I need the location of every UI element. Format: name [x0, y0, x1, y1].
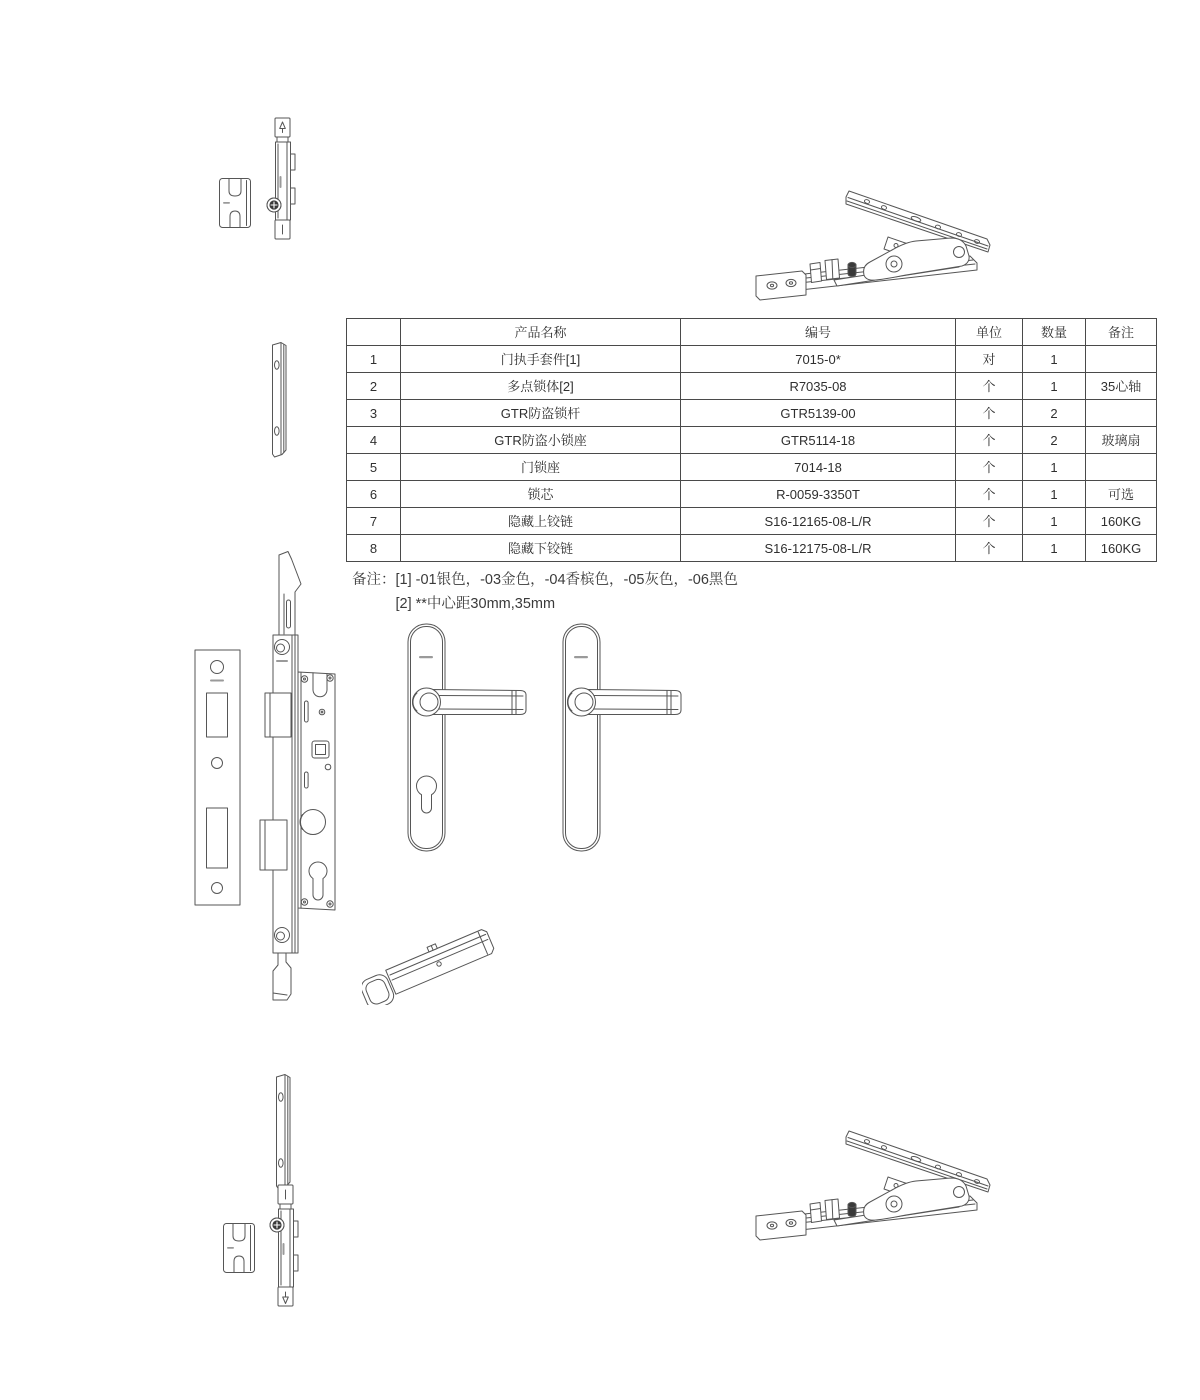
footnotes-label: 备注： — [352, 572, 396, 588]
cell-name: 锁芯 — [401, 481, 681, 508]
cell-code: R-0059-3350T — [681, 481, 956, 508]
cell-no: 2 — [347, 373, 401, 400]
drawing-lock-seat-bracket-bottom — [222, 1222, 256, 1274]
footnotes-block — [352, 568, 738, 616]
cell-qty: 1 — [1023, 481, 1086, 508]
drawing-concealed-hinge-top — [746, 178, 991, 308]
cell-unit: 个 — [956, 481, 1023, 508]
table-row — [347, 346, 1157, 373]
cell-unit: 个 — [956, 400, 1023, 427]
cell-name: 隐藏上铰链 — [401, 508, 681, 535]
cell-remark: 160KG — [1086, 508, 1157, 535]
cell-unit: 个 — [956, 535, 1023, 562]
cell-no: 4 — [347, 427, 401, 454]
cell-code: S16-12165-08-L/R — [681, 508, 956, 535]
cell-name: 隐藏下铰链 — [401, 535, 681, 562]
cell-unit: 个 — [956, 454, 1023, 481]
parts-table — [346, 318, 1157, 562]
cell-name: 门锁座 — [401, 454, 681, 481]
drawing-door-handle-plain — [557, 620, 697, 855]
cell-code: GTR5139-00 — [681, 400, 956, 427]
cell-name: 多点锁体[2] — [401, 373, 681, 400]
cell-no: 8 — [347, 535, 401, 562]
cell-unit: 个 — [956, 427, 1023, 454]
table-row — [347, 427, 1157, 454]
header-code: 编号 — [681, 319, 956, 346]
cell-qty: 1 — [1023, 373, 1086, 400]
cell-remark — [1086, 454, 1157, 481]
cell-no: 7 — [347, 508, 401, 535]
footnote-line-1: [1] -01银色，-03金色，-04香槟色，-05灰色，-06黑色 — [395, 572, 738, 588]
cell-qty: 1 — [1023, 535, 1086, 562]
drawing-door-handle-with-cylinder-hole — [402, 620, 542, 855]
cell-qty: 2 — [1023, 427, 1086, 454]
table-row — [347, 454, 1157, 481]
drawing-concealed-hinge-bottom — [746, 1118, 991, 1248]
cell-code: GTR5114-18 — [681, 427, 956, 454]
table-row — [347, 535, 1157, 562]
cell-remark: 35心轴 — [1086, 373, 1157, 400]
cell-no: 3 — [347, 400, 401, 427]
table-row — [347, 481, 1157, 508]
table-row — [347, 373, 1157, 400]
cell-no: 1 — [347, 346, 401, 373]
header-no — [347, 319, 401, 346]
table-row — [347, 508, 1157, 535]
cell-code: R7035-08 — [681, 373, 956, 400]
cell-remark: 玻璃扇 — [1086, 427, 1157, 454]
drawing-lock-rod-bottom — [266, 1183, 306, 1313]
cell-code: 7014-18 — [681, 454, 956, 481]
cell-remark — [1086, 346, 1157, 373]
cell-name: 门执手套件[1] — [401, 346, 681, 373]
header-remark: 备注 — [1086, 319, 1157, 346]
cell-remark: 可选 — [1086, 481, 1157, 508]
header-product-name: 产品名称 — [401, 319, 681, 346]
drawing-keeper-plate-top — [266, 341, 294, 459]
cell-unit: 个 — [956, 508, 1023, 535]
cell-qty: 1 — [1023, 346, 1086, 373]
cell-unit: 对 — [956, 346, 1023, 373]
drawing-multipoint-lock-assembly — [185, 550, 345, 1020]
drawing-lock-seat-bracket-top — [218, 177, 252, 229]
cell-no: 6 — [347, 481, 401, 508]
cell-remark — [1086, 400, 1157, 427]
cell-remark: 160KG — [1086, 535, 1157, 562]
cell-code: S16-12175-08-L/R — [681, 535, 956, 562]
table-header-row — [347, 319, 1157, 346]
header-qty: 数量 — [1023, 319, 1086, 346]
header-unit: 单位 — [956, 319, 1023, 346]
cell-no: 5 — [347, 454, 401, 481]
drawing-lock-cylinder — [362, 905, 507, 1005]
drawing-lock-rod-top — [263, 116, 303, 246]
cell-unit: 个 — [956, 373, 1023, 400]
cell-name: GTR防盗小锁座 — [401, 427, 681, 454]
table-row — [347, 400, 1157, 427]
cell-qty: 1 — [1023, 454, 1086, 481]
cell-code: 7015-0* — [681, 346, 956, 373]
cell-qty: 1 — [1023, 508, 1086, 535]
drawing-keeper-plate-bottom — [270, 1073, 298, 1191]
footnote-line-2: [2] **中心距30mm,35mm — [395, 596, 556, 612]
cell-qty: 2 — [1023, 400, 1086, 427]
cell-name: GTR防盗锁杆 — [401, 400, 681, 427]
